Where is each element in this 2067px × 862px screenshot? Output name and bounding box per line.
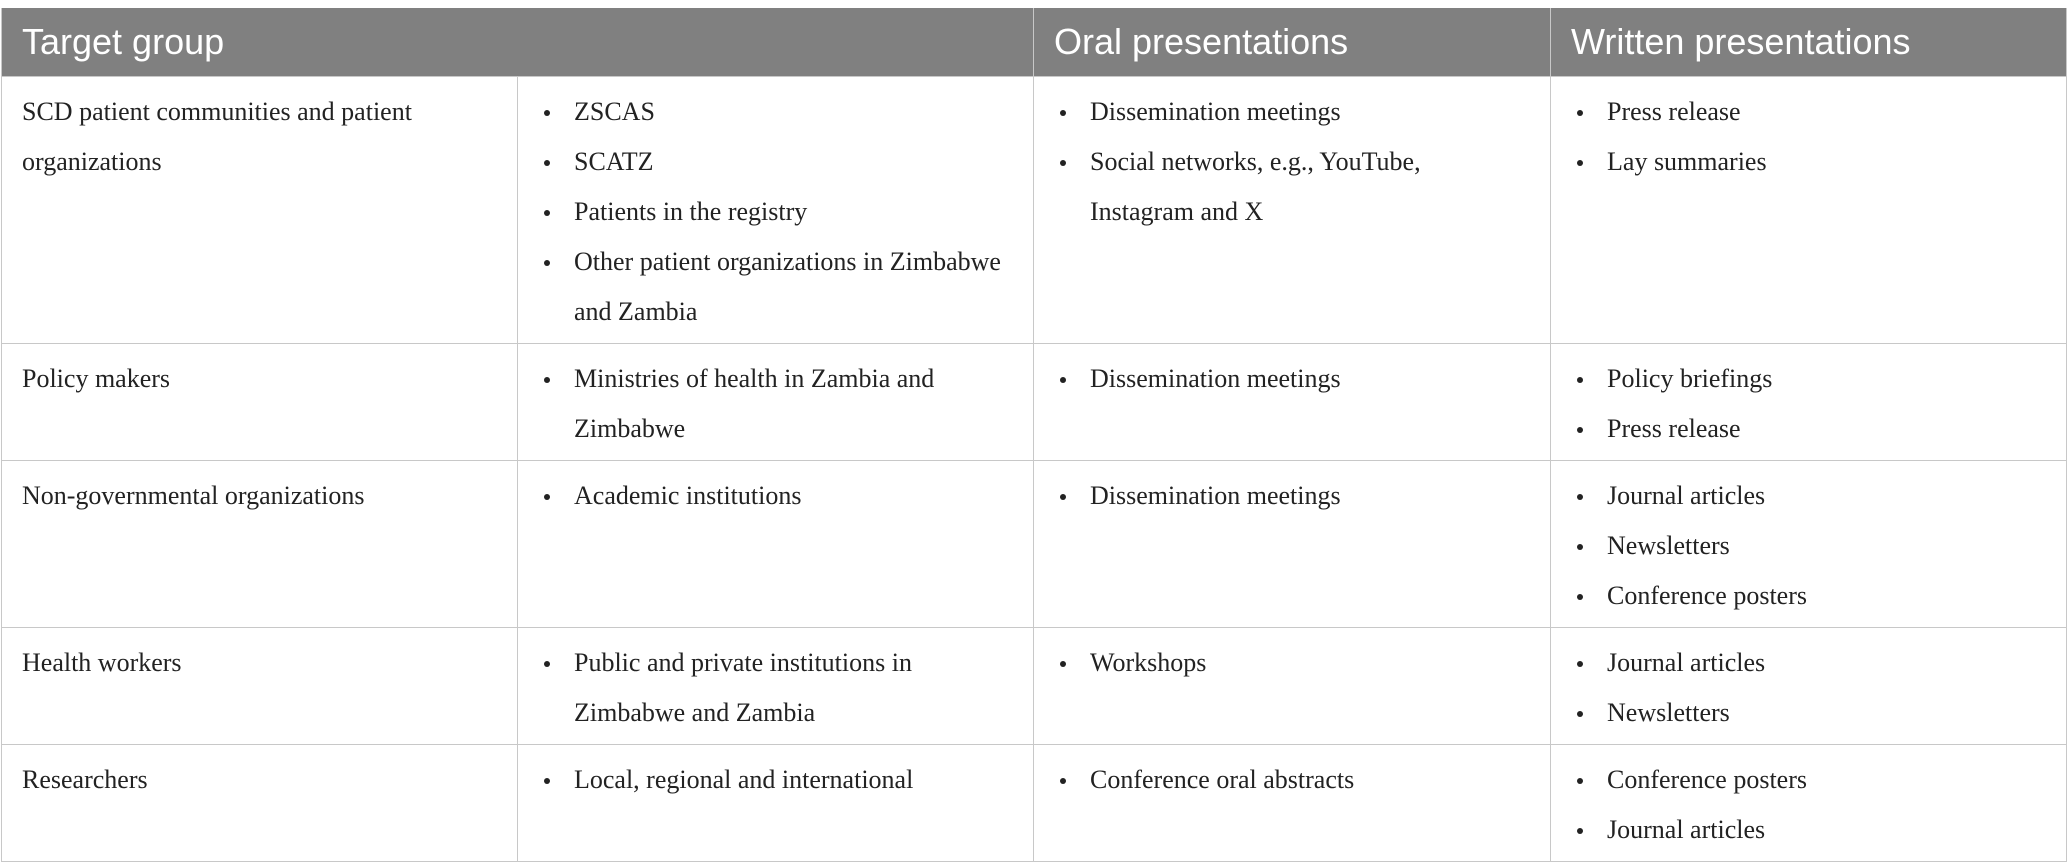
target-group-cell (2, 77, 518, 344)
list-item: Conference oral abstracts (1090, 755, 1530, 805)
written-cell (1551, 344, 2067, 461)
oral-cell (1034, 344, 1551, 461)
entities-list (538, 471, 1013, 521)
list-item: Dissemination meetings (1090, 471, 1530, 521)
list-item: Journal articles (1607, 638, 2046, 688)
table-header (2, 8, 2067, 77)
table-row (2, 628, 2067, 745)
list-item: Policy briefings (1607, 354, 2046, 404)
list-item: Press release (1607, 87, 2046, 137)
target-group-cell (2, 344, 518, 461)
written-list (1571, 354, 2046, 454)
list-item: Social networks, e.g., YouTube, Instagram and X (1090, 137, 1530, 237)
entities-list (538, 755, 1013, 805)
oral-cell (1034, 461, 1551, 628)
target-group-label: Health workers (22, 648, 182, 677)
oral-list (1054, 638, 1530, 688)
entities-cell (518, 745, 1034, 862)
entities-cell (518, 77, 1034, 344)
written-list (1571, 471, 2046, 621)
list-item: Journal articles (1607, 805, 2046, 855)
list-item: Conference posters (1607, 755, 2046, 805)
list-item: ZSCAS (574, 87, 1013, 137)
list-item: Public and private institutions in Zimbabwe and Zambia (574, 638, 1013, 738)
list-item: Workshops (1090, 638, 1530, 688)
written-list (1571, 87, 2046, 187)
written-cell (1551, 745, 2067, 862)
target-group-cell (2, 628, 518, 745)
header-row (2, 8, 2067, 77)
list-item: Dissemination meetings (1090, 354, 1530, 404)
header-oral-presentations: Oral presentations (1034, 8, 1551, 77)
list-item: Newsletters (1607, 521, 2046, 571)
written-list (1571, 638, 2046, 738)
target-group-label: SCD patient communities and patient organizations (22, 97, 412, 176)
oral-cell (1034, 628, 1551, 745)
written-cell (1551, 628, 2067, 745)
target-group-cell (2, 461, 518, 628)
table-row (2, 344, 2067, 461)
list-item: Lay summaries (1607, 137, 2046, 187)
entities-list (538, 638, 1013, 738)
entities-cell (518, 628, 1034, 745)
oral-list (1054, 471, 1530, 521)
header-written-presentations: Written presentations (1551, 8, 2067, 77)
target-group-label: Researchers (22, 765, 148, 794)
written-cell (1551, 77, 2067, 344)
target-group-cell (2, 745, 518, 862)
oral-cell (1034, 77, 1551, 344)
entities-list (538, 354, 1013, 454)
list-item: SCATZ (574, 137, 1013, 187)
header-target-group: Target group (2, 8, 1034, 77)
written-list (1571, 755, 2046, 855)
table-row (2, 461, 2067, 628)
entities-cell (518, 344, 1034, 461)
list-item: Conference posters (1607, 571, 2046, 621)
list-item: Press release (1607, 404, 2046, 454)
list-item: Other patient organizations in Zimbabwe and Zambia (574, 237, 1013, 337)
target-group-label: Non-governmental organizations (22, 481, 365, 510)
table-row (2, 77, 2067, 344)
list-item: Newsletters (1607, 688, 2046, 738)
oral-cell (1034, 745, 1551, 862)
list-item: Dissemination meetings (1090, 87, 1530, 137)
list-item: Journal articles (1607, 471, 2046, 521)
list-item: Academic institutions (574, 471, 1013, 521)
entities-list (538, 87, 1013, 337)
list-item: Ministries of health in Zambia and Zimbabwe (574, 354, 1013, 454)
written-cell (1551, 461, 2067, 628)
table-row (2, 745, 2067, 862)
table-body (2, 77, 2067, 862)
list-item: Local, regional and international (574, 755, 1013, 805)
oral-list (1054, 354, 1530, 404)
entities-cell (518, 461, 1034, 628)
list-item: Patients in the registry (574, 187, 1013, 237)
target-group-label: Policy makers (22, 364, 171, 393)
oral-list (1054, 87, 1530, 237)
dissemination-table-container (0, 8, 2067, 862)
dissemination-table (1, 8, 2067, 862)
oral-list (1054, 755, 1530, 805)
